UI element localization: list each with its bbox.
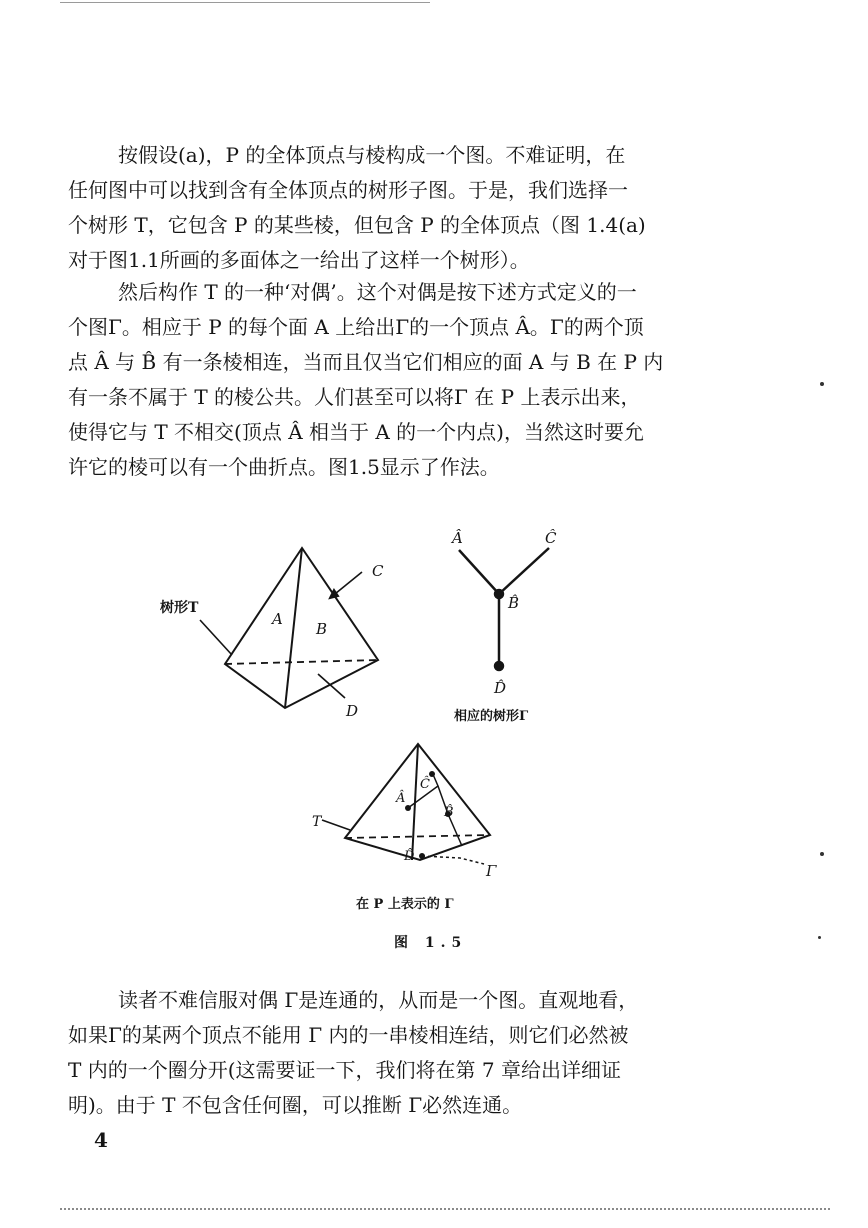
vertex-a-hat-label: Â <box>452 529 463 547</box>
bottom-caption: 在 P 上表示的 Γ <box>356 897 454 912</box>
text-line: 如果Γ的某两个顶点不能用 Γ 内的一串棱相连结，则它们必然被 <box>68 1023 629 1047</box>
tree-t-label: 树形T <box>160 600 199 616</box>
bottom-gamma-label: Γ <box>486 862 497 880</box>
text-line: 个图Γ。相应于 P 的每个面 A 上给出Γ的一个顶点 Â。Γ的两个顶 <box>68 315 644 339</box>
pyramid-with-tree <box>200 548 378 708</box>
text-line: 使得它与 T 不相交(顶点 Â 相当于 A 的一个内点)，当然这时要允 <box>68 420 644 444</box>
vertex-c-hat-label: Ĉ <box>545 529 557 547</box>
text-line: 有一条不属于 T 的棱公共。人们甚至可以将Γ 在 P 上表示出来， <box>68 385 641 409</box>
dual-tree-graph <box>459 548 549 670</box>
figure-caption: 图 1.5 <box>394 935 468 951</box>
text-line: 个树形 T，它包含 P 的某些棱，但包含 P 的全体顶点（图 1.4(a) <box>68 213 646 237</box>
vertex-b-hat-label: B̂ <box>508 594 520 612</box>
text-line: 然后构作 T 的一种‘对偶’。这个对偶是按下述方式定义的一 <box>118 280 637 304</box>
top-rule <box>60 2 430 3</box>
text-line: 读者不难信服对偶 Γ是连通的，从而是一个图。直观地看， <box>118 988 639 1012</box>
text-line: 许它的棱可以有一个曲折点。图1.5显示了作法。 <box>68 455 500 479</box>
vertex-d-hat-label: D̂ <box>494 679 507 697</box>
bottom-b-hat-label: B̂ <box>444 805 454 820</box>
text-line: T 内的一个圈分开(这需要证一下，我们将在第 7 章给出详细证 <box>68 1058 621 1082</box>
bottom-a-hat-label: Â <box>396 791 406 806</box>
scan-speck <box>820 382 824 386</box>
paragraph-2 <box>68 275 708 485</box>
text-line: 对于图1.1所画的多面体之一给出了这样一个树形）。 <box>68 248 530 272</box>
bottom-c-hat-label: Ĉ <box>420 777 430 792</box>
face-c-label: C <box>372 562 384 580</box>
face-d-label: D <box>346 702 359 720</box>
text-line: 按假设(a)，P 的全体顶点与棱构成一个图。不难证明，在 <box>118 143 626 167</box>
paragraph-1 <box>68 138 708 278</box>
face-a-label: A <box>272 610 283 628</box>
scan-speck <box>820 852 824 856</box>
dual-tree-caption: 相应的树形Γ <box>454 709 529 724</box>
scan-speck <box>818 936 821 939</box>
text-line: 任何图中可以找到含有全体顶点的树形子图。于是，我们选择一 <box>68 178 628 202</box>
page-number: 4 <box>94 1128 108 1152</box>
figure-1-5 <box>0 490 868 930</box>
scan-bottom-noise <box>60 1208 830 1212</box>
paragraph-3 <box>68 983 708 1123</box>
text-line: 点 Â 与 B̂ 有一条棱相连，当而且仅当它们相应的面 A 与 B 在 P 内 <box>68 350 664 374</box>
pyramid-with-dual <box>322 744 490 864</box>
face-b-label: B <box>316 620 328 638</box>
bottom-t-label: T <box>312 814 322 830</box>
text-line: 明)。由于 T 不包含任何圈，可以推断 Γ必然连通。 <box>68 1093 523 1117</box>
bottom-d-hat-label: D̂ <box>404 849 415 864</box>
